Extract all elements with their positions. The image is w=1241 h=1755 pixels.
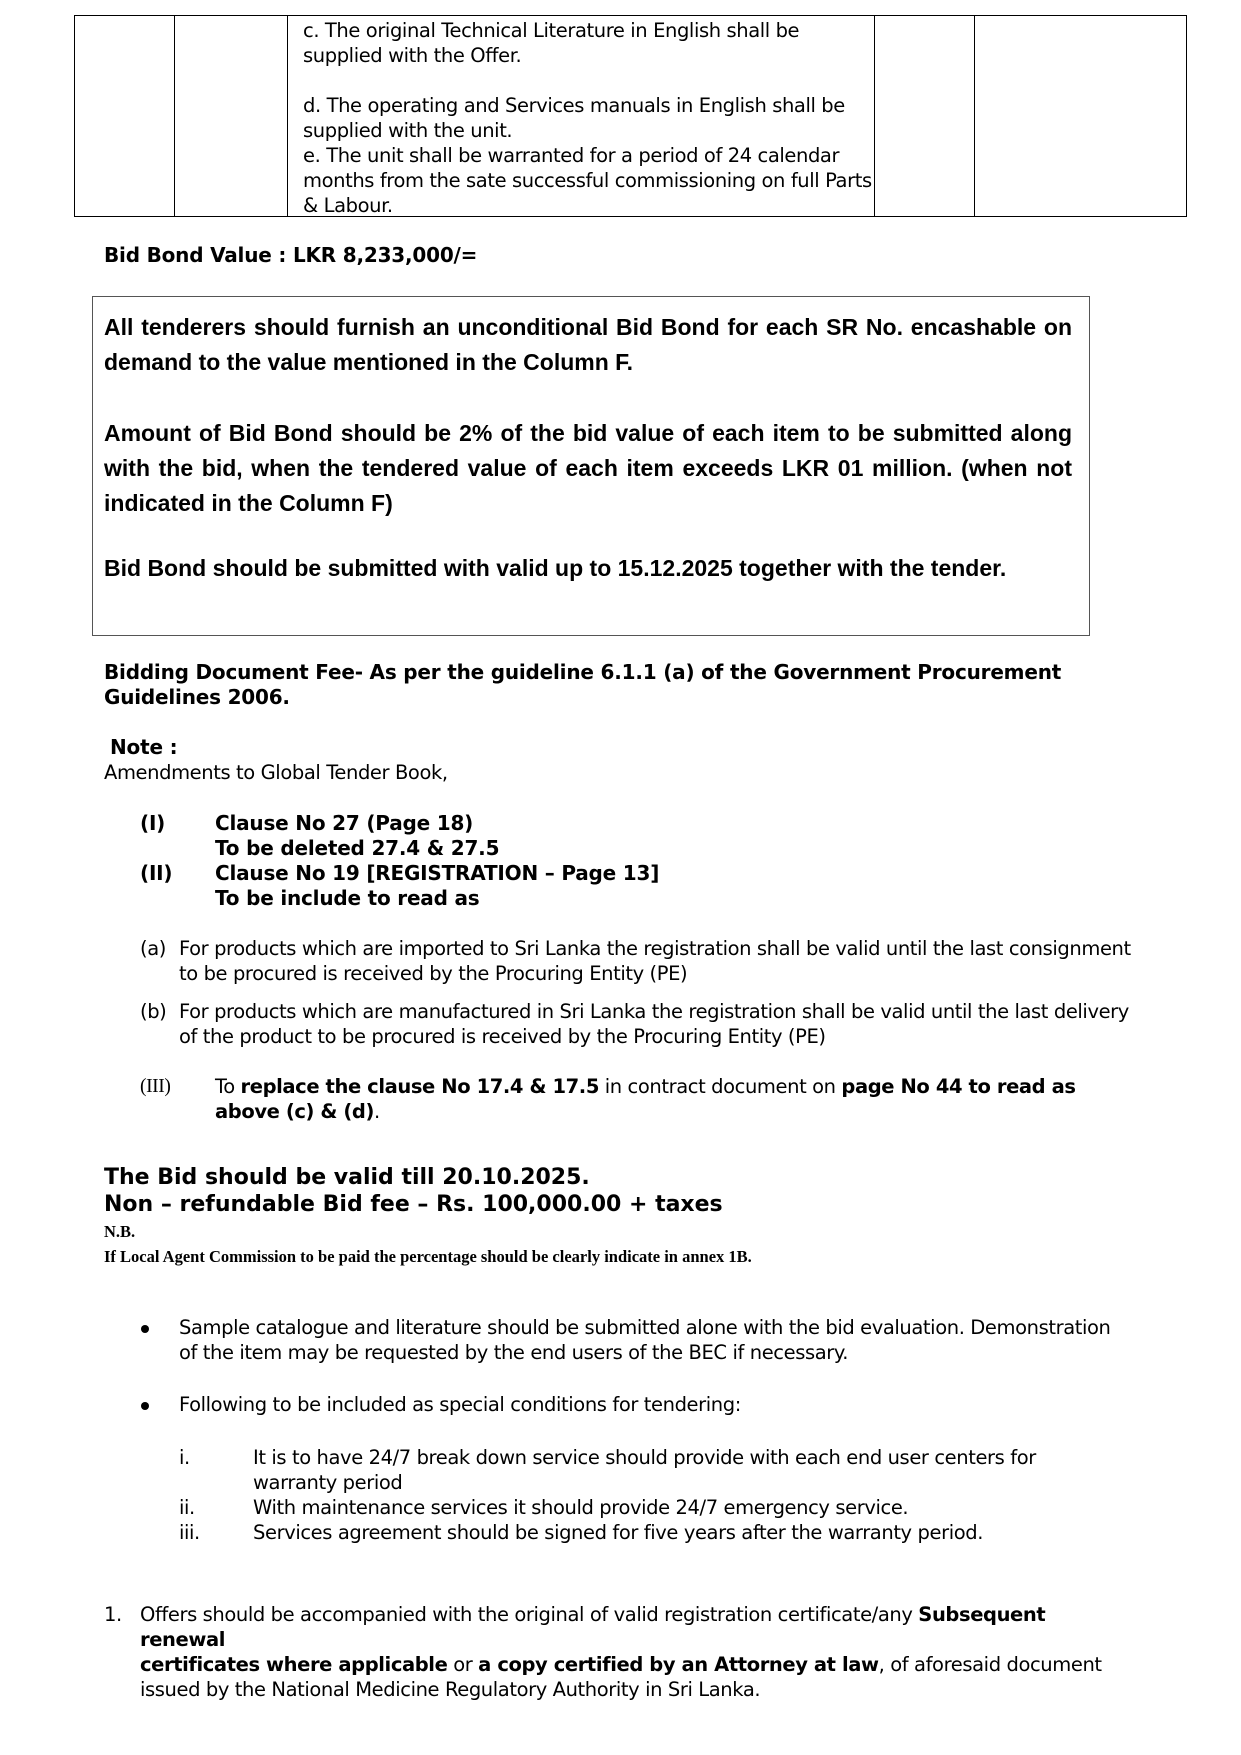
- text-run: , of aforesaid document: [878, 1653, 1102, 1676]
- sub-clause-line: For products which are manufactured in Sri Lanka the registration shall be valid until the last delivery: [179, 1000, 1129, 1023]
- bullet-line: Sample catalogue and literature should be submitted alone with the bid evaluation. Demonstration: [179, 1316, 1111, 1339]
- table-column-divider: [974, 16, 975, 216]
- sub-clause-line: of the product to be procured is received by the Procuring Entity (PE): [179, 1025, 826, 1048]
- bullet-line: of the item may be requested by the end users of the BEC if necessary.: [179, 1341, 849, 1364]
- table-cell-line: d. The operating and Services manuals in English shall be: [303, 94, 845, 117]
- amendment-i: [215, 811, 499, 861]
- amendment-iii: [215, 1074, 1076, 1124]
- amendment-line: [215, 1074, 1076, 1099]
- text-run-bold: above (c) & (d): [215, 1100, 374, 1123]
- text-run-bold: replace the clause No 17.4 & 17.5: [240, 1075, 599, 1098]
- amendment-number: (I): [140, 811, 166, 835]
- bid-bond-value: Bid Bond Value : LKR 8,233,000/=: [104, 243, 478, 267]
- sub-clause-label: (b): [140, 1000, 167, 1023]
- text-run-bold: a copy certified by an Attorney at law: [478, 1653, 879, 1676]
- bid-bond-paragraph-2: Amount of Bid Bond should be 2% of the bid value of each item to be submitted along with the bid, when the tendered value of each item exceeds LKR 01 million. (when not indicated in the Column F): [104, 420, 1072, 516]
- bid-bond-conditions-box: [92, 296, 1090, 636]
- validity-line: Non – refundable Bid fee – Rs. 100,000.00 + taxes: [104, 1192, 723, 1217]
- validity-line: The Bid should be valid till 20.10.2025.: [104, 1165, 590, 1190]
- text-run: in contract document on: [598, 1075, 842, 1098]
- amendment-line: [215, 1099, 1076, 1124]
- numbered-item-number: 1.: [104, 1603, 122, 1626]
- table-column-divider: [874, 16, 875, 216]
- bullet-icon: [141, 1402, 149, 1410]
- specification-table: [74, 15, 1187, 217]
- fee-line: Bidding Document Fee- As per the guideline 6.1.1 (a) of the Government Procurement: [104, 660, 1062, 684]
- note-intro: Amendments to Global Tender Book,: [104, 761, 448, 784]
- nb-label: N.B.: [104, 1222, 136, 1241]
- bid-validity: [104, 1164, 723, 1218]
- bid-bond-paragraph-3: Bid Bond should be submitted with valid up to 15.12.2025 together with the tender.: [104, 555, 1007, 581]
- bullet-item: [179, 1315, 1111, 1365]
- sub-clause-line: For products which are imported to Sri Lanka the registration shall be valid until the last consignment: [179, 937, 1131, 960]
- table-cell-line: supplied with the unit.: [303, 119, 513, 142]
- text-run: To: [215, 1075, 241, 1098]
- table-cell-item-d: [303, 93, 845, 143]
- bid-bond-paragraph-1: All tenderers should furnish an unconditional Bid Bond for each SR No. encashable on demand to the value mentioned in the Column F.: [104, 314, 1072, 375]
- text-run-bold: page No 44 to read as: [841, 1075, 1076, 1098]
- condition-item: With maintenance services it should provide 24/7 emergency service.: [253, 1496, 909, 1519]
- condition-line: It is to have 24/7 break down service should provide with each end user centers for: [253, 1446, 1036, 1469]
- sub-clause-a: [179, 936, 1131, 986]
- numbered-line: [140, 1652, 1130, 1677]
- condition-number: i.: [179, 1446, 190, 1469]
- condition-number: ii.: [179, 1496, 195, 1519]
- condition-item: Services agreement should be signed for five years after the warranty period.: [253, 1521, 984, 1544]
- table-cell-line: & Labour.: [303, 194, 393, 217]
- table-cell-item-c: [303, 18, 799, 68]
- fee-line: Guidelines 2006.: [104, 685, 290, 709]
- text-run: or: [447, 1653, 479, 1676]
- text-run: Offers should be accompanied with the original of valid registration certificate/any: [140, 1603, 919, 1626]
- table-cell-line: c. The original Technical Literature in English shall be: [303, 19, 800, 42]
- condition-number: iii.: [179, 1521, 200, 1544]
- numbered-line: issued by the National Medicine Regulatory Authority in Sri Lanka.: [140, 1678, 761, 1701]
- sub-clause-label: (a): [140, 937, 166, 960]
- bullet-item: Following to be included as special conditions for tendering:: [179, 1393, 741, 1416]
- condition-line: warranty period: [253, 1471, 403, 1494]
- amendment-number: (II): [140, 861, 173, 885]
- amendment-line: Clause No 19 [REGISTRATION – Page 13]: [215, 861, 660, 885]
- table-cell-line: e. The unit shall be warranted for a period of 24 calendar: [303, 144, 840, 167]
- nb-text: If Local Agent Commission to be paid the percentage should be clearly indicate in annex 1B.: [104, 1247, 752, 1266]
- amendment-number: (III): [140, 1076, 171, 1097]
- amendment-line: Clause No 27 (Page 18): [215, 811, 474, 835]
- note-heading: Note :: [110, 735, 178, 759]
- numbered-line: [140, 1602, 1130, 1652]
- bullet-icon: [141, 1325, 149, 1333]
- table-column-divider: [174, 16, 175, 216]
- table-cell-line: months from the sate successful commissioning on full Parts: [303, 169, 872, 192]
- text-run: .: [374, 1100, 380, 1123]
- amendment-ii: [215, 861, 659, 911]
- sub-clause-b: [179, 999, 1129, 1049]
- table-cell-line: supplied with the Offer.: [303, 44, 522, 67]
- numbered-item-1: [140, 1602, 1130, 1702]
- condition-item: [253, 1445, 1129, 1495]
- amendment-line: To be deleted 27.4 & 27.5: [215, 836, 500, 860]
- bidding-document-fee: [104, 660, 1061, 710]
- text-run-bold: Subsequent renewal: [140, 1603, 1046, 1651]
- sub-clause-line: to be procured is received by the Procuring Entity (PE): [179, 962, 688, 985]
- text-run-bold: certificates where applicable: [140, 1653, 448, 1676]
- table-cell-item-e: [303, 143, 872, 218]
- table-column-divider: [287, 16, 288, 216]
- amendment-line: To be include to read as: [215, 886, 480, 910]
